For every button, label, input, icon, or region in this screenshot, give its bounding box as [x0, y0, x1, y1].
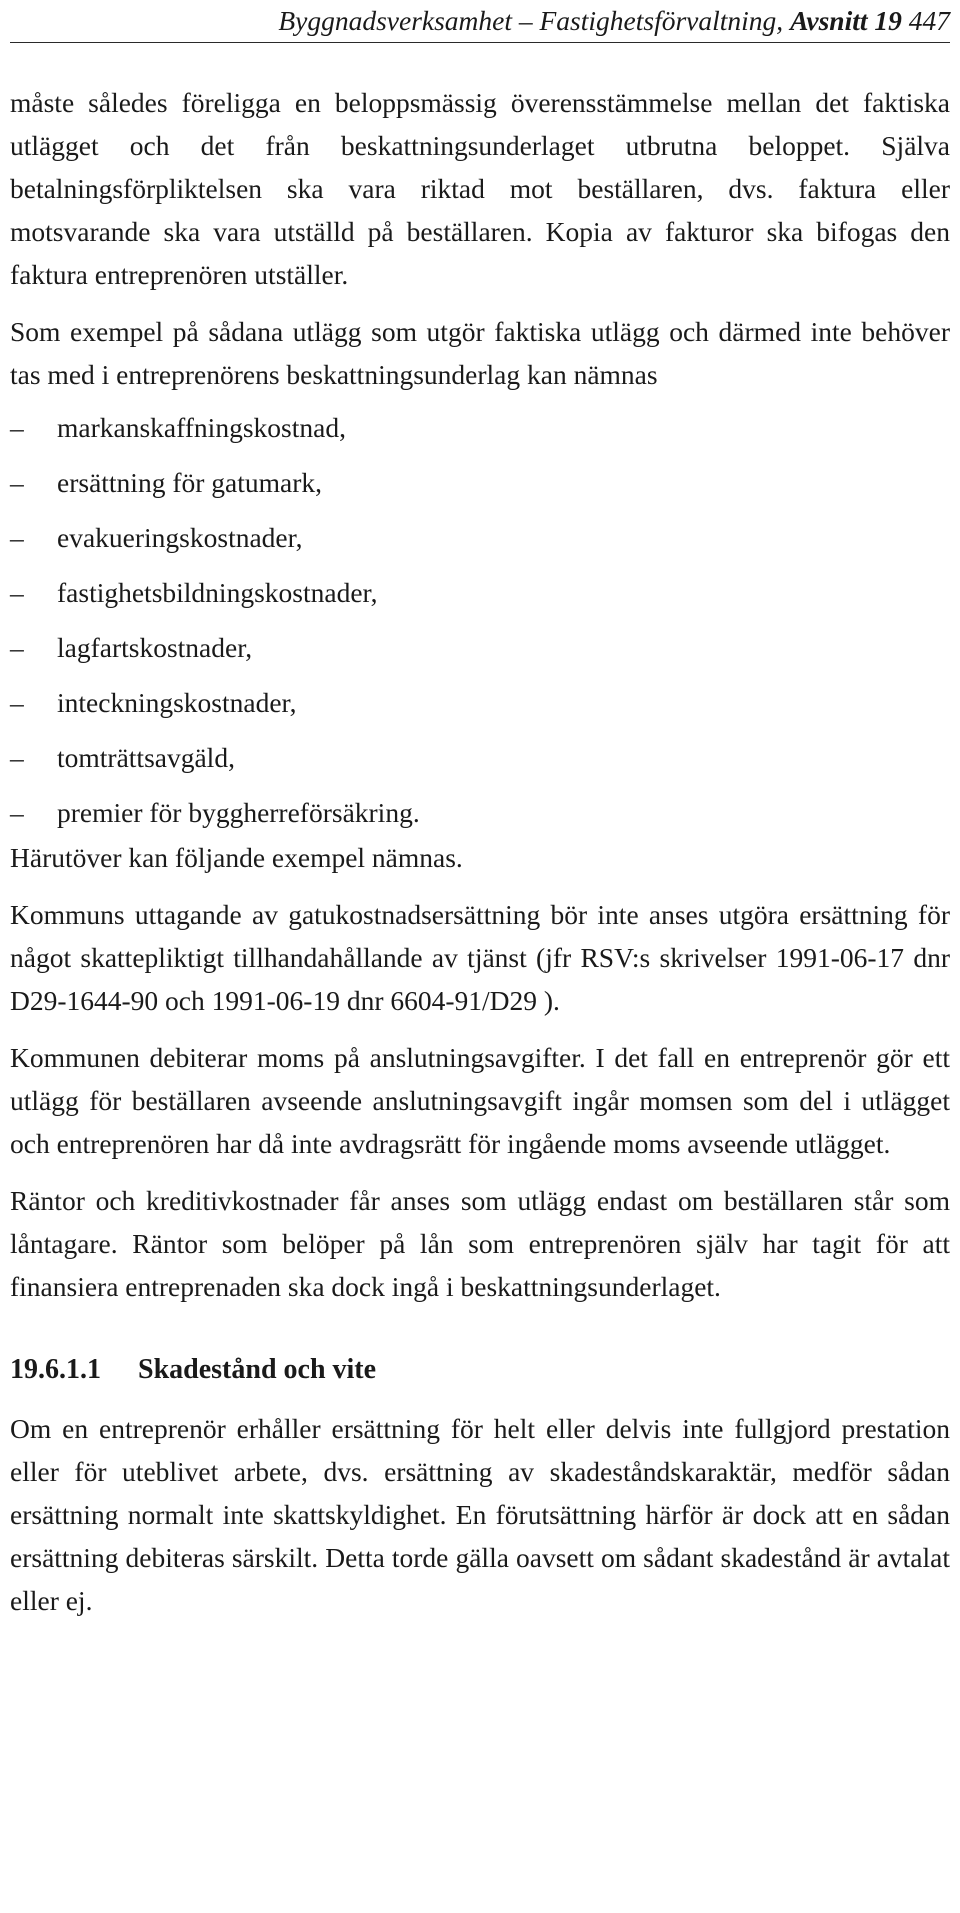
dash-bullet: –: [10, 742, 24, 773]
dash-bullet: –: [10, 577, 24, 608]
list-item: – evakueringskostnader,: [10, 516, 950, 571]
expense-list: [10, 406, 950, 834]
section-number: 19.6.1.1: [10, 1354, 101, 1385]
dash-bullet: –: [10, 467, 24, 498]
header-page-number: 447: [908, 5, 950, 36]
list-item: – markanskaffningskostnad,: [10, 406, 950, 461]
paragraph: måste således föreligga en beloppsmässig överensstämmelse mellan det faktiska utlägget och det från beskattningsunderlaget utbrutna beloppet. Själva betalningsförpliktelsen ska vara riktad mot beställaren, dvs. faktura eller motsvarande ska vara utställd på beställaren. Kopia av fakturor ska bifogas den faktura entreprenören utställer.: [10, 87, 950, 290]
paragraph: Som exempel på sådana utlägg som utgör faktiska utlägg och därmed inte behöver tas med i entreprenörens beskattningsunderlag kan nämnas: [10, 316, 950, 390]
dash-bullet: –: [10, 412, 24, 443]
list-item: – lagfartskostnader,: [10, 626, 950, 681]
dash-bullet: –: [10, 687, 24, 718]
dash-bullet: –: [10, 632, 24, 663]
list-item: – ersättning för gatumark,: [10, 461, 950, 516]
paragraph: Härutöver kan följande exempel nämnas.: [10, 842, 463, 873]
running-header: [10, 0, 950, 43]
paragraph: Räntor och kreditivkostnader får anses som utlägg endast om beställaren står som låntagare. Räntor som belöper på lån som entreprenören själv har tagit för att finansiera entreprenaden ska dock ingå i beskattningsunderlaget.: [10, 1185, 950, 1302]
section-title: Skadestånd och vite: [138, 1354, 377, 1385]
list-item: – inteckningskostnader,: [10, 681, 950, 736]
dash-bullet: –: [10, 797, 24, 828]
paragraph: Om en entreprenör erhåller ersättning för helt eller delvis inte fullgjord prestation eller för uteblivet arbete, dvs. ersättning av skadeståndskaraktär, medför sådan ersättning normalt inte skattskyldighet. En förutsättning härför är dock att en sådan ersättning debiteras särskilt. Detta torde gälla oavsett om sådant skadestånd är avtalat eller ej.: [10, 1413, 950, 1616]
paragraph: Kommunen debiterar moms på anslutningsavgifter. I det fall en entreprenör gör ett utlägg för beställaren avseende anslutningsavgift ingår momsen som del i utlägget och entreprenören har då inte avdragsrätt för ingående moms avseende utlägget.: [10, 1042, 950, 1159]
section-heading: [10, 1348, 950, 1391]
list-item: – tomträttsavgäld,: [10, 736, 950, 791]
list-item: – premier för byggherreförsäkring.: [10, 791, 950, 834]
header-section: Avsnitt 19: [790, 5, 902, 36]
list-item: – fastighetsbildningskostnader,: [10, 571, 950, 626]
header-title: Byggnadsverksamhet – Fastighetsförvaltning,: [278, 5, 784, 36]
dash-bullet: –: [10, 522, 24, 553]
page-content: [10, 43, 950, 1622]
paragraph: Kommuns uttagande av gatukostnadsersättning bör inte anses utgöra ersättning för något skattepliktigt tillhandahållande av tjänst (jfr RSV:s skrivelser 1991-06-17 dnr D29-1644-90 och 1991-06-19 dnr 6604-91/D29 ).: [10, 899, 950, 1016]
